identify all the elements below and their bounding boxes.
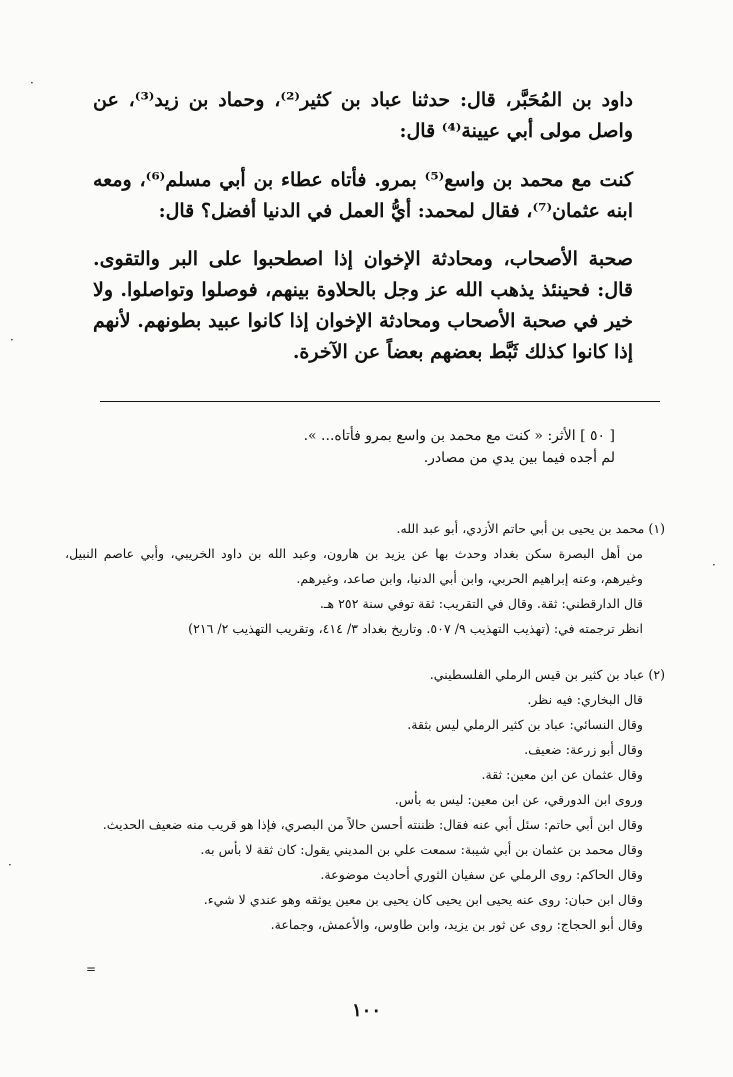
footnote-2-heading: (٢) عباد بن كثير بن قيس الرملي الفلسطيني. [429, 667, 665, 682]
footnote-2-line: وقال ابن حبان: روى عنه يحيى ابن يحيى كان يحيى بن معين يوثقه وهو عندي لا شيء. [203, 892, 643, 907]
footnote-2-line: وقال عثمان عن ابن معين: ثقة. [481, 767, 643, 782]
scan-speck: · [30, 76, 34, 90]
main-paragraph-3: صحبة الأصحاب، ومحادثة الإخوان إذا اصطحبوا على البر والتقوى. قال: فحينئذ يذهب الله عز وجل بالحلاوة بينهم، فوصلوا وتواصلوا. ولا خير في صحبة الأصحاب ومحادثة الإخوان إذا كانوا عبيد بطونهم. لأنهم إذا كانوا كذلك ثَبَّط بعضهم بعضاً عن الآخرة. [93, 248, 633, 363]
scan-speck: · [8, 858, 12, 872]
footnote-2-line: وقال الحاكم: روى الرملي عن سفيان الثوري أحاديث موضوعة. [320, 867, 643, 882]
footnote-1-heading: (١) محمد بن يحيى بن أبي حاتم الأزدي، أبو عبد الله. [396, 521, 665, 536]
footnote-2-line: وقال أبو زرعة: ضعيف. [524, 742, 643, 757]
footnote-2-line: قال البخاري: فيه نظر. [527, 692, 643, 707]
footnote-1-line: قال الدارقطني: ثقة. وقال في التقريب: ثقة توفي سنة ٢٥٢ هـ. [319, 596, 643, 611]
footnote-2 [65, 662, 665, 937]
footnote-2-line: وقال أبو الحجاج: روى عن ثور بن يزيد، وابن طاوس، والأعمش، وجماعة. [270, 917, 643, 932]
athar-note [95, 425, 615, 469]
footnote-2-line: وقال ابن أبي حاتم: سئل أبي عنه فقال: ظننته أحسن حالاً من البصري، فإذا هو قريب منه ضعيف الحديث. [102, 817, 643, 832]
main-paragraph-2: كنت مع محمد بن واسع⁽⁵⁾ بمرو. فأتاه عطاء بن أبي مسلم⁽⁶⁾، ومعه ابنه عثمان⁽⁷⁾، فقال لمحمد: أيُّ العمل في الدنيا أفضل؟ قال: [93, 169, 633, 222]
footnote-1 [65, 516, 665, 641]
footnote-1-line: انظر ترجمته في: (تهذيب التهذيب ٩/ ٥٠٧. وتاريخ بغداد ٣/ ٤١٤، وتقريب التهذيب ٢/ ٢١٦) [188, 621, 643, 636]
athar-note-line-1: [ ٥٠ ] الأثر: « كنت مع محمد بن واسع بمرو فأتاه... ». [303, 428, 615, 444]
footnote-2-line: وقال النسائي: عباد بن كثير الرملي ليس بثقة. [407, 717, 643, 732]
separator-rule [100, 401, 660, 402]
footnote-1-line: من أهل البصرة سكن بغداد وحدث بها عن يزيد بن هارون، وعبد الله بن داود الخريبي، وأبي عاصم النبيل، وغيرهم، وعنه إبراهيم الحربي، وابن أبي الدنيا، وابن صاعد، وغيرهم. [65, 546, 643, 586]
scan-speck: = [86, 962, 97, 976]
footnote-2-line: وروى ابن الدورقي، عن ابن معين: ليس به بأس. [394, 792, 643, 807]
main-paragraph-1: داود بن المُحَبَّر، قال: حدثنا عباد بن كثير⁽²⁾، وحماد بن زيد⁽³⁾، عن واصل مولى أبي عيينة⁽⁴⁾ قال: [93, 89, 633, 142]
athar-note-line-2: لم أجده فيما بين يدي من مصادر. [423, 450, 615, 466]
scan-speck: · [712, 558, 716, 572]
footnote-2-line: وقال محمد بن عثمان بن أبي شيبة: سمعت علي بن المديني يقول: كان ثقة لا بأس به. [200, 842, 643, 857]
page-number: ١٠٠ [352, 1000, 382, 1021]
scan-speck: · [10, 333, 14, 347]
